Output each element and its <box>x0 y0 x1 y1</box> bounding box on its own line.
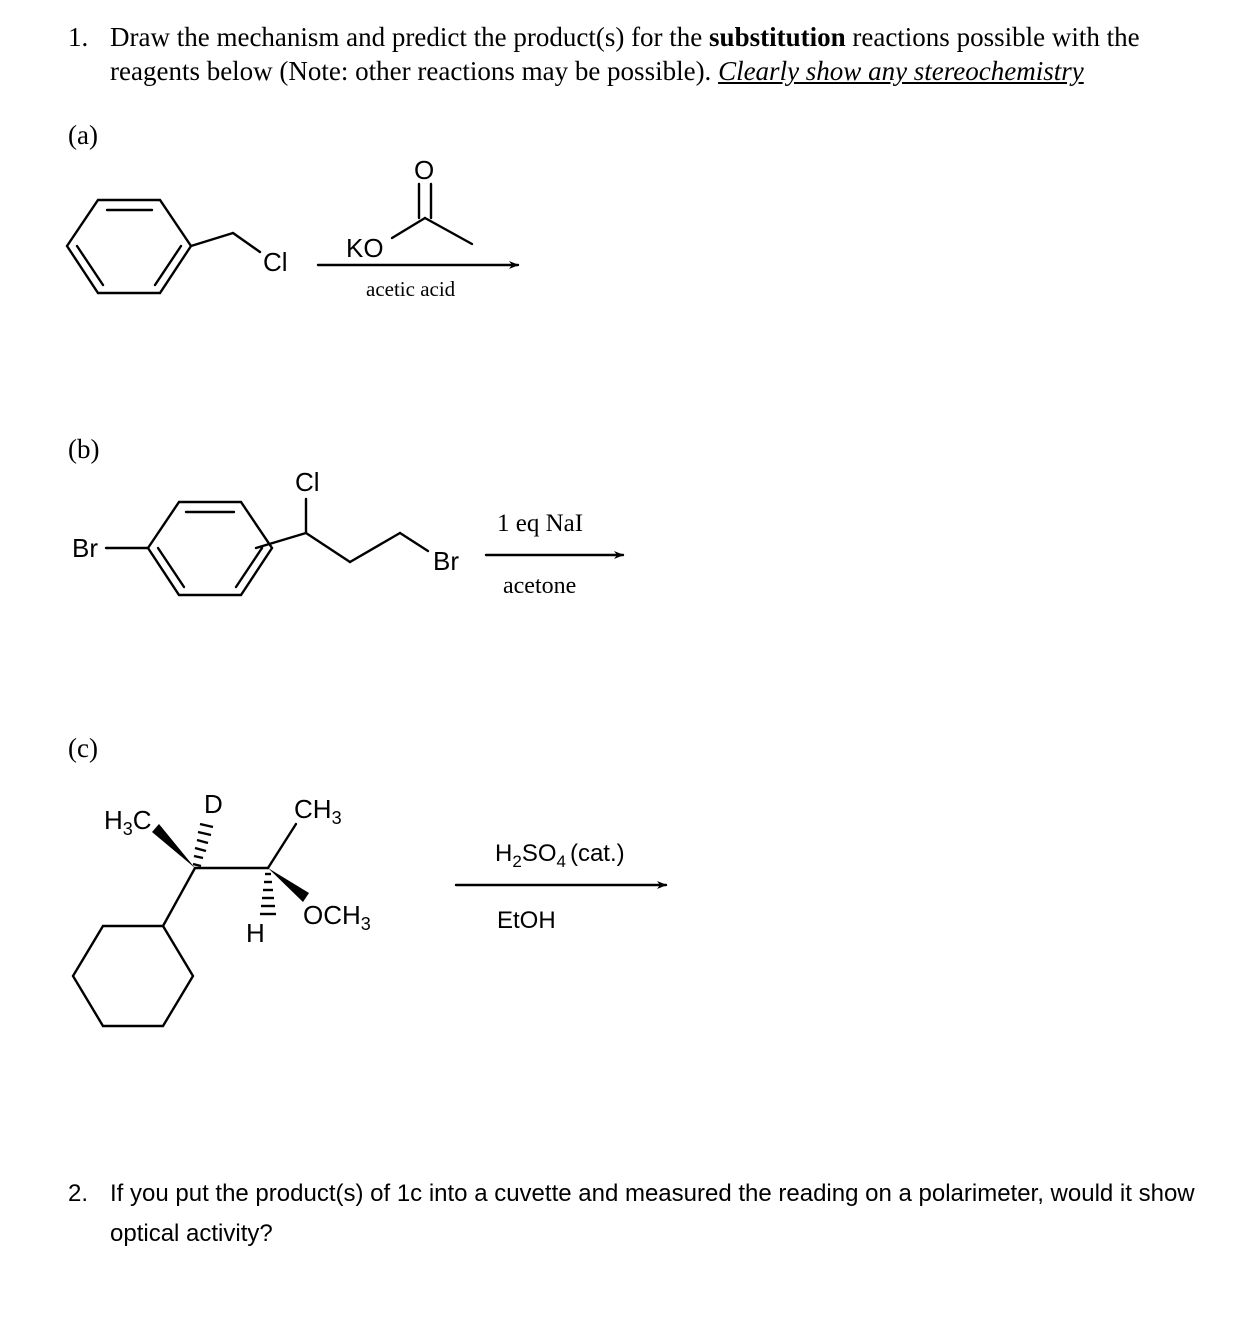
part-c-hash-hydrogen <box>260 874 276 914</box>
question-1-bold-word: substitution <box>709 22 846 52</box>
part-b-substrate <box>72 467 459 595</box>
part-b-solvent: acetone <box>503 573 577 599</box>
question-1-text-pre: Draw the mechanism and predict the product(s) for the <box>110 22 710 52</box>
part-a-carbonyl-o: O <box>414 155 435 185</box>
question-2-number: 2. <box>68 1180 89 1207</box>
part-a-label: (a) <box>68 120 98 150</box>
part-a-benzene-ring <box>67 200 191 293</box>
part-c-h-atom: H <box>246 918 265 948</box>
part-c-och3-label: $OCH_3$ <box>303 900 371 934</box>
question-1-emphasis: Clearly show any stereochemistry <box>718 56 1084 86</box>
part-c-h3c-label: $H_3C$ <box>104 805 152 839</box>
part-a-benzyl-chloride <box>67 200 288 293</box>
part-a-condition: acetic acid <box>366 277 456 301</box>
part-a-potassium-acetate <box>346 155 472 263</box>
part-c-label: (c) <box>68 733 98 763</box>
question-1-number: 1. <box>68 22 89 52</box>
part-c-cyclohexane-ring <box>73 926 193 1026</box>
question-2 <box>68 1174 1228 1254</box>
part-c-ch3-label: $CH_3$ <box>294 794 342 828</box>
part-c-wedge-methoxy <box>268 868 309 902</box>
part-b-benzene-ring <box>148 502 272 595</box>
part-a-ko-label: KO <box>346 233 384 263</box>
part-c-substrate <box>73 789 371 1026</box>
part-a-cl-atom: Cl <box>263 247 288 277</box>
part-c-hash-deuterium <box>193 824 213 866</box>
part-c-wedge-methyl <box>152 824 195 868</box>
question-2-text: If you put the product(s) of 1c into a cuvette and measured the reading on a polarimeter, would it show optical activity? <box>110 1180 1195 1247</box>
part-b-cl-atom: Cl <box>295 467 320 497</box>
question-1-text-post: reactions possible with the reagents below (Note: other reactions may be possible). <box>110 22 1140 86</box>
part-b-br-aryl: Br <box>72 533 98 563</box>
part-b-label: (b) <box>68 434 100 464</box>
part-c-reagent: $H_2SO_4$ (cat.) <box>495 840 625 871</box>
part-c-solvent: EtOH <box>497 907 556 934</box>
part-b-br-alkyl: Br <box>433 546 459 576</box>
part-b-reagent: 1 eq NaI <box>497 510 584 537</box>
part-c-d-atom: D <box>204 789 223 819</box>
